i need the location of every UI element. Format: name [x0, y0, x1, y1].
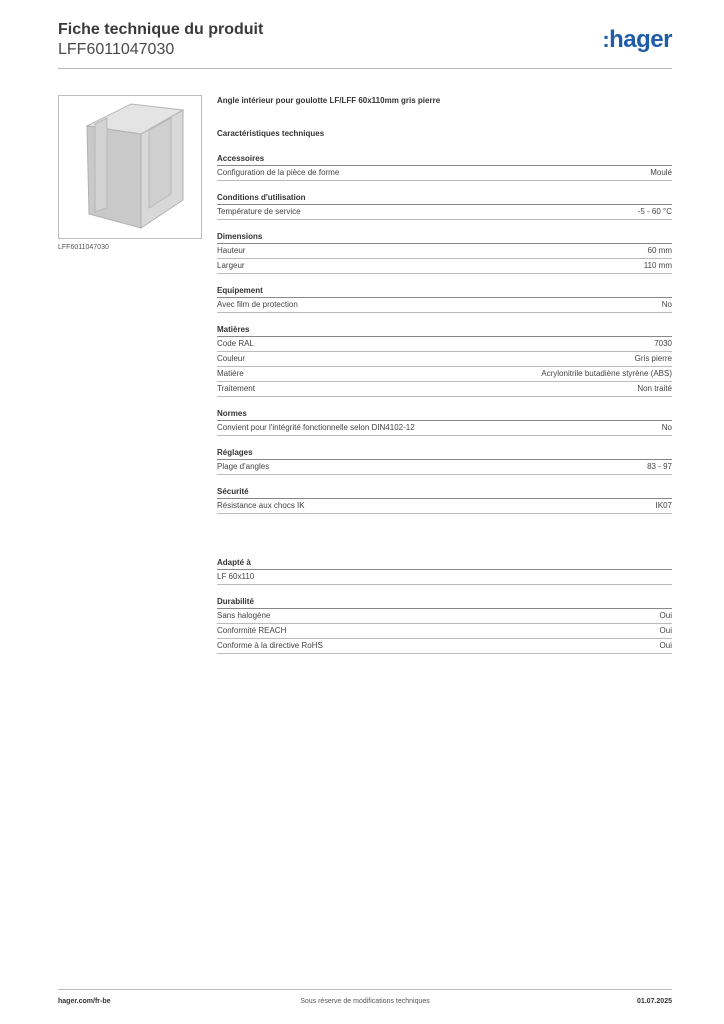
section-title: Dimensions	[217, 230, 672, 244]
spec-row	[217, 382, 672, 397]
spec-row	[217, 570, 672, 585]
footer-notice: Sous réserve de modifications techniques	[300, 998, 430, 1005]
section-title: Adapté à	[217, 556, 672, 570]
spec-section	[217, 556, 672, 585]
spec-value: Non traité	[637, 384, 672, 393]
spec-row	[217, 244, 672, 259]
spec-value: Oui	[659, 626, 672, 635]
spec-row	[217, 352, 672, 367]
page-header	[58, 20, 672, 60]
spec-label: Largeur	[217, 261, 245, 270]
spec-row	[217, 367, 672, 382]
spec-label: Hauteur	[217, 246, 246, 255]
spec-section	[217, 407, 672, 436]
spec-value: Acrylonitrile butadiène styrène (ABS)	[541, 369, 672, 378]
spec-section	[217, 323, 672, 397]
corner-duct-icon	[59, 96, 201, 238]
spec-row	[217, 298, 672, 313]
spec-section	[217, 485, 672, 514]
section-title: Conditions d'utilisation	[217, 191, 672, 205]
spec-label: Résistance aux chocs IK	[217, 501, 305, 510]
product-reference: LFF6011047030	[58, 41, 175, 58]
spec-label: Conformité REACH	[217, 626, 287, 635]
spec-label: Traitement	[217, 384, 255, 393]
spec-value: 7030	[654, 339, 672, 348]
section-title: Réglages	[217, 446, 672, 460]
spec-label: Température de service	[217, 207, 301, 216]
section-title: Accessoires	[217, 152, 672, 166]
spec-label: Convient pour l'intégrité fonctionnelle selon DIN4102-12	[217, 423, 415, 432]
section-title: Equipement	[217, 284, 672, 298]
extra-sections	[217, 556, 672, 654]
product-image	[58, 95, 202, 239]
spec-value: Oui	[659, 611, 672, 620]
spec-row	[217, 337, 672, 352]
spec-section	[217, 191, 672, 220]
spec-value: Oui	[659, 641, 672, 650]
spec-value: 83 - 97	[647, 462, 672, 471]
spec-row	[217, 421, 672, 436]
spec-sections	[217, 152, 672, 514]
spec-label: Configuration de la pièce de forme	[217, 168, 340, 177]
spec-label: Plage d'angles	[217, 462, 270, 471]
spec-row	[217, 639, 672, 654]
spec-row	[217, 166, 672, 181]
spec-label: Avec film de protection	[217, 300, 298, 309]
spec-section	[217, 446, 672, 475]
spec-value: 60 mm	[647, 246, 672, 255]
spec-row	[217, 624, 672, 639]
spec-value: No	[661, 423, 672, 432]
spec-label: Couleur	[217, 354, 246, 363]
spec-section	[217, 595, 672, 654]
spec-section	[217, 152, 672, 181]
specs-heading: Caractéristiques techniques	[217, 129, 325, 138]
header-divider	[58, 68, 672, 69]
spec-label: Matière	[217, 369, 244, 378]
spec-section	[217, 230, 672, 274]
spec-label: LF 60x110	[217, 572, 255, 581]
spec-value: Gris pierre	[634, 354, 672, 363]
page-title: Fiche technique du produit	[58, 21, 264, 38]
footer-divider	[58, 989, 672, 990]
spec-section	[217, 284, 672, 313]
spec-row	[217, 205, 672, 220]
spec-row	[217, 259, 672, 274]
spec-value: -5 - 60 °C	[637, 207, 672, 216]
spec-label: Sans halogène	[217, 611, 271, 620]
section-title: Normes	[217, 407, 672, 421]
spec-value: Moulé	[650, 168, 672, 177]
footer-website[interactable]: hager.com/fr-be	[58, 998, 111, 1005]
spec-label: Code RAL	[217, 339, 254, 348]
spec-row	[217, 460, 672, 475]
spec-value: 110 mm	[643, 261, 672, 270]
spec-row	[217, 609, 672, 624]
image-caption: LFF6011047030	[58, 244, 109, 251]
spec-value: No	[661, 300, 672, 309]
product-description: Angle intérieur pour goulotte LF/LFF 60x110mm gris pierre	[217, 96, 441, 105]
spec-label: Conforme à la directive RoHS	[217, 641, 323, 650]
hager-logo: :hager	[602, 26, 672, 53]
spec-row	[217, 499, 672, 514]
spec-content	[217, 96, 672, 654]
footer-date: 01.07.2025	[636, 998, 672, 1005]
section-title: Matières	[217, 323, 672, 337]
spec-value: IK07	[655, 501, 672, 510]
section-title: Durabilité	[217, 595, 672, 609]
section-title: Sécurité	[217, 485, 672, 499]
